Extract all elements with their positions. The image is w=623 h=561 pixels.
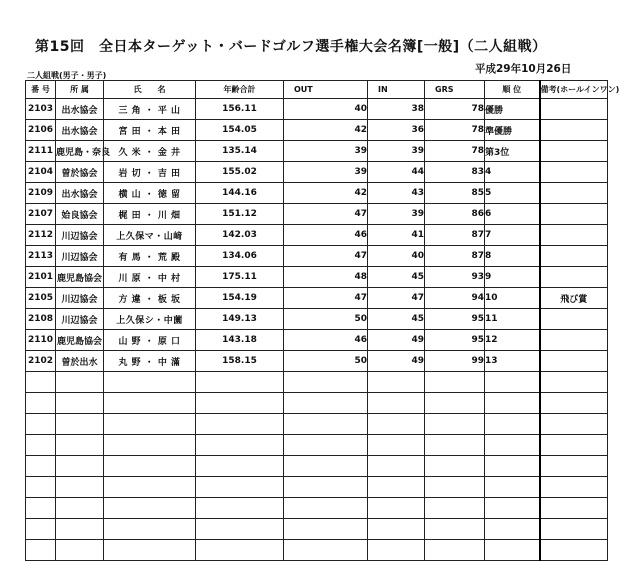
cell-association: 川辺協会 (56, 288, 104, 309)
cell-grs (425, 477, 485, 498)
cell-note (540, 456, 608, 477)
cell-in: 49 (368, 351, 425, 372)
cell-rank: 9 (485, 267, 540, 288)
cell-number: 2113 (26, 246, 56, 267)
cell-rank (485, 519, 540, 540)
empty-row (26, 435, 608, 456)
cell-in (368, 414, 425, 435)
col-header-in: IN (368, 81, 425, 99)
cell-association: 川辺協会 (56, 225, 104, 246)
cell-association: 姶良協会 (56, 204, 104, 225)
cell-association (56, 372, 104, 393)
cell-note (540, 393, 608, 414)
cell-note (540, 330, 608, 351)
cell-note (540, 519, 608, 540)
cell-note (540, 414, 608, 435)
cell-out: 42 (284, 183, 368, 204)
cell-out (284, 519, 368, 540)
cell-note (540, 540, 608, 561)
cell-rank (485, 393, 540, 414)
table-row (26, 309, 608, 330)
cell-names (104, 498, 196, 519)
cell-rank: 7 (485, 225, 540, 246)
cell-association: 鹿児島協会 (56, 330, 104, 351)
cell-rank (485, 540, 540, 561)
cell-number (26, 435, 56, 456)
cell-age-total: 151.12 (196, 204, 284, 225)
cell-out (284, 414, 368, 435)
empty-row (26, 372, 608, 393)
cell-number (26, 477, 56, 498)
table-row (26, 141, 608, 162)
cell-names (104, 435, 196, 456)
cell-grs (425, 498, 485, 519)
cell-rank (485, 435, 540, 456)
empty-row (26, 498, 608, 519)
cell-in: 47 (368, 288, 425, 309)
cell-rank: 10 (485, 288, 540, 309)
cell-age-total (196, 477, 284, 498)
cell-note (540, 351, 608, 372)
cell-in: 45 (368, 309, 425, 330)
cell-age-total (196, 519, 284, 540)
cell-grs (425, 372, 485, 393)
cell-names: 方 違 ・ 板 坂 (104, 288, 196, 309)
cell-note (540, 498, 608, 519)
cell-rank (485, 477, 540, 498)
cell-note (540, 477, 608, 498)
table-row (26, 288, 608, 309)
cell-age-total: 155.02 (196, 162, 284, 183)
cell-in (368, 393, 425, 414)
cell-rank: 準優勝 (485, 120, 540, 141)
cell-rank: 4 (485, 162, 540, 183)
cell-note (540, 99, 608, 120)
cell-names (104, 414, 196, 435)
cell-association (56, 393, 104, 414)
division-label: 二人組戦(男子・男子) (27, 71, 107, 80)
cell-out: 50 (284, 309, 368, 330)
cell-in: 40 (368, 246, 425, 267)
cell-note (540, 120, 608, 141)
cell-association (56, 414, 104, 435)
cell-association: 曽於協会 (56, 162, 104, 183)
table-row (26, 204, 608, 225)
page-title: 第15回 全日本ターゲット・バードゴルフ選手権大会名簿[一般]（二人組戦） (35, 39, 547, 55)
cell-association: 川辺協会 (56, 309, 104, 330)
cell-grs: 87 (425, 246, 485, 267)
cell-names (104, 519, 196, 540)
cell-number: 2102 (26, 351, 56, 372)
table-row (26, 183, 608, 204)
cell-grs: 78 (425, 120, 485, 141)
cell-in (368, 540, 425, 561)
cell-names: 上久保マ・山﨑 (104, 225, 196, 246)
cell-association: 川辺協会 (56, 246, 104, 267)
cell-names (104, 393, 196, 414)
cell-number (26, 393, 56, 414)
cell-out: 42 (284, 120, 368, 141)
cell-association (56, 435, 104, 456)
cell-note (540, 246, 608, 267)
col-header-out: OUT (284, 81, 368, 99)
table-row (26, 267, 608, 288)
cell-age-total (196, 414, 284, 435)
cell-age-total: 156.11 (196, 99, 284, 120)
cell-number: 2109 (26, 183, 56, 204)
cell-in (368, 498, 425, 519)
cell-association (56, 456, 104, 477)
table-row (26, 351, 608, 372)
empty-row (26, 393, 608, 414)
cell-out (284, 498, 368, 519)
table-row (26, 330, 608, 351)
cell-age-total (196, 435, 284, 456)
cell-association (56, 519, 104, 540)
cell-number (26, 372, 56, 393)
cell-out: 46 (284, 225, 368, 246)
cell-number (26, 519, 56, 540)
cell-age-total: 158.15 (196, 351, 284, 372)
cell-names: 三 角 ・ 平 山 (104, 99, 196, 120)
cell-out: 48 (284, 267, 368, 288)
cell-rank (485, 414, 540, 435)
cell-grs: 94 (425, 288, 485, 309)
cell-age-total (196, 498, 284, 519)
cell-grs (425, 519, 485, 540)
cell-number (26, 456, 56, 477)
cell-names (104, 456, 196, 477)
cell-out: 39 (284, 141, 368, 162)
cell-names: 宮 田 ・ 本 田 (104, 120, 196, 141)
cell-age-total: 142.03 (196, 225, 284, 246)
cell-age-total (196, 456, 284, 477)
cell-grs (425, 456, 485, 477)
cell-number (26, 498, 56, 519)
cell-in: 45 (368, 267, 425, 288)
cell-rank: 第3位 (485, 141, 540, 162)
cell-grs: 86 (425, 204, 485, 225)
cell-association (56, 498, 104, 519)
cell-note (540, 141, 608, 162)
cell-age-total: 154.19 (196, 288, 284, 309)
cell-in: 39 (368, 141, 425, 162)
cell-number: 2106 (26, 120, 56, 141)
cell-number: 2107 (26, 204, 56, 225)
cell-in (368, 435, 425, 456)
cell-age-total: 134.06 (196, 246, 284, 267)
cell-rank: 12 (485, 330, 540, 351)
cell-out: 47 (284, 288, 368, 309)
cell-association: 出水協会 (56, 183, 104, 204)
cell-number: 2103 (26, 99, 56, 120)
cell-names: 川 原 ・ 中 村 (104, 267, 196, 288)
cell-in (368, 372, 425, 393)
cell-age-total (196, 540, 284, 561)
cell-note (540, 225, 608, 246)
cell-grs: 95 (425, 330, 485, 351)
cell-names (104, 540, 196, 561)
cell-names: 山 野 ・ 原 口 (104, 330, 196, 351)
table-row (26, 99, 608, 120)
cell-in: 36 (368, 120, 425, 141)
cell-grs: 78 (425, 141, 485, 162)
cell-grs (425, 393, 485, 414)
cell-in: 43 (368, 183, 425, 204)
table-row (26, 162, 608, 183)
cell-age-total (196, 372, 284, 393)
results-table (25, 80, 620, 561)
empty-row (26, 414, 608, 435)
cell-grs: 87 (425, 225, 485, 246)
cell-out: 50 (284, 351, 368, 372)
empty-row (26, 456, 608, 477)
table-row (26, 120, 608, 141)
cell-note (540, 309, 608, 330)
cell-note (540, 183, 608, 204)
cell-out: 46 (284, 330, 368, 351)
cell-out (284, 372, 368, 393)
cell-note (540, 435, 608, 456)
cell-grs (425, 435, 485, 456)
event-date: 平成29年10月26日 (475, 63, 572, 75)
cell-in (368, 456, 425, 477)
cell-age-total: 154.05 (196, 120, 284, 141)
cell-rank: 6 (485, 204, 540, 225)
cell-names: 横 山 ・ 徳 留 (104, 183, 196, 204)
cell-association: 出水協会 (56, 99, 104, 120)
cell-in: 39 (368, 204, 425, 225)
cell-out (284, 477, 368, 498)
cell-association (56, 540, 104, 561)
cell-grs: 95 (425, 309, 485, 330)
col-header-association: 所 属 (56, 81, 104, 99)
cell-out (284, 435, 368, 456)
col-header-number: 番 号 (26, 81, 56, 99)
cell-out (284, 393, 368, 414)
cell-names: 岩 切 ・ 吉 田 (104, 162, 196, 183)
cell-names: 梶 田 ・ 川 畑 (104, 204, 196, 225)
cell-grs: 93 (425, 267, 485, 288)
cell-grs: 85 (425, 183, 485, 204)
cell-rank (485, 456, 540, 477)
col-header-rank: 順 位 (485, 81, 540, 99)
empty-row (26, 477, 608, 498)
cell-out (284, 540, 368, 561)
cell-association: 出水協会 (56, 120, 104, 141)
cell-names (104, 477, 196, 498)
cell-number: 2111 (26, 141, 56, 162)
cell-in: 38 (368, 99, 425, 120)
cell-number: 2112 (26, 225, 56, 246)
cell-rank (485, 498, 540, 519)
cell-out: 40 (284, 99, 368, 120)
cell-note (540, 372, 608, 393)
cell-grs (425, 540, 485, 561)
cell-rank: 8 (485, 246, 540, 267)
cell-out (284, 456, 368, 477)
cell-note (540, 162, 608, 183)
cell-number: 2101 (26, 267, 56, 288)
cell-age-total: 135.14 (196, 141, 284, 162)
table-header-row (26, 81, 608, 99)
cell-association: 鹿児島・奈良 (56, 141, 104, 162)
cell-age-total: 144.16 (196, 183, 284, 204)
cell-names (104, 372, 196, 393)
cell-age-total (196, 393, 284, 414)
col-header-note: 備考(ホールインワン) (540, 81, 608, 99)
cell-association (56, 477, 104, 498)
cell-number: 2104 (26, 162, 56, 183)
cell-note: 飛び賞 (540, 288, 608, 309)
cell-association: 鹿児島協会 (56, 267, 104, 288)
col-header-grs: GRS (425, 81, 485, 99)
cell-note (540, 204, 608, 225)
cell-rank: 13 (485, 351, 540, 372)
cell-grs (425, 414, 485, 435)
cell-number: 2105 (26, 288, 56, 309)
empty-row (26, 519, 608, 540)
cell-names: 久 米 ・ 金 井 (104, 141, 196, 162)
cell-names: 有 馬 ・ 荒 殿 (104, 246, 196, 267)
cell-out: 47 (284, 204, 368, 225)
empty-row (26, 540, 608, 561)
cell-out: 39 (284, 162, 368, 183)
cell-out: 47 (284, 246, 368, 267)
cell-age-total: 175.11 (196, 267, 284, 288)
cell-age-total: 143.18 (196, 330, 284, 351)
cell-grs: 83 (425, 162, 485, 183)
cell-number: 2110 (26, 330, 56, 351)
cell-number (26, 540, 56, 561)
cell-in: 41 (368, 225, 425, 246)
cell-note (540, 267, 608, 288)
cell-age-total: 149.13 (196, 309, 284, 330)
table-row (26, 246, 608, 267)
cell-in (368, 477, 425, 498)
cell-association: 曽於出水 (56, 351, 104, 372)
cell-grs: 78 (425, 99, 485, 120)
cell-rank: 5 (485, 183, 540, 204)
cell-rank (485, 372, 540, 393)
cell-names: 丸 野 ・ 中 滿 (104, 351, 196, 372)
cell-rank: 優勝 (485, 99, 540, 120)
cell-grs: 99 (425, 351, 485, 372)
cell-in: 44 (368, 162, 425, 183)
table-row (26, 225, 608, 246)
cell-number: 2108 (26, 309, 56, 330)
cell-names: 上久保シ・中薗 (104, 309, 196, 330)
col-header-age-total: 年齢合計 (196, 81, 284, 99)
cell-rank: 11 (485, 309, 540, 330)
cell-in (368, 519, 425, 540)
col-header-names: 氏 名 (104, 81, 196, 99)
cell-in: 49 (368, 330, 425, 351)
cell-number (26, 414, 56, 435)
